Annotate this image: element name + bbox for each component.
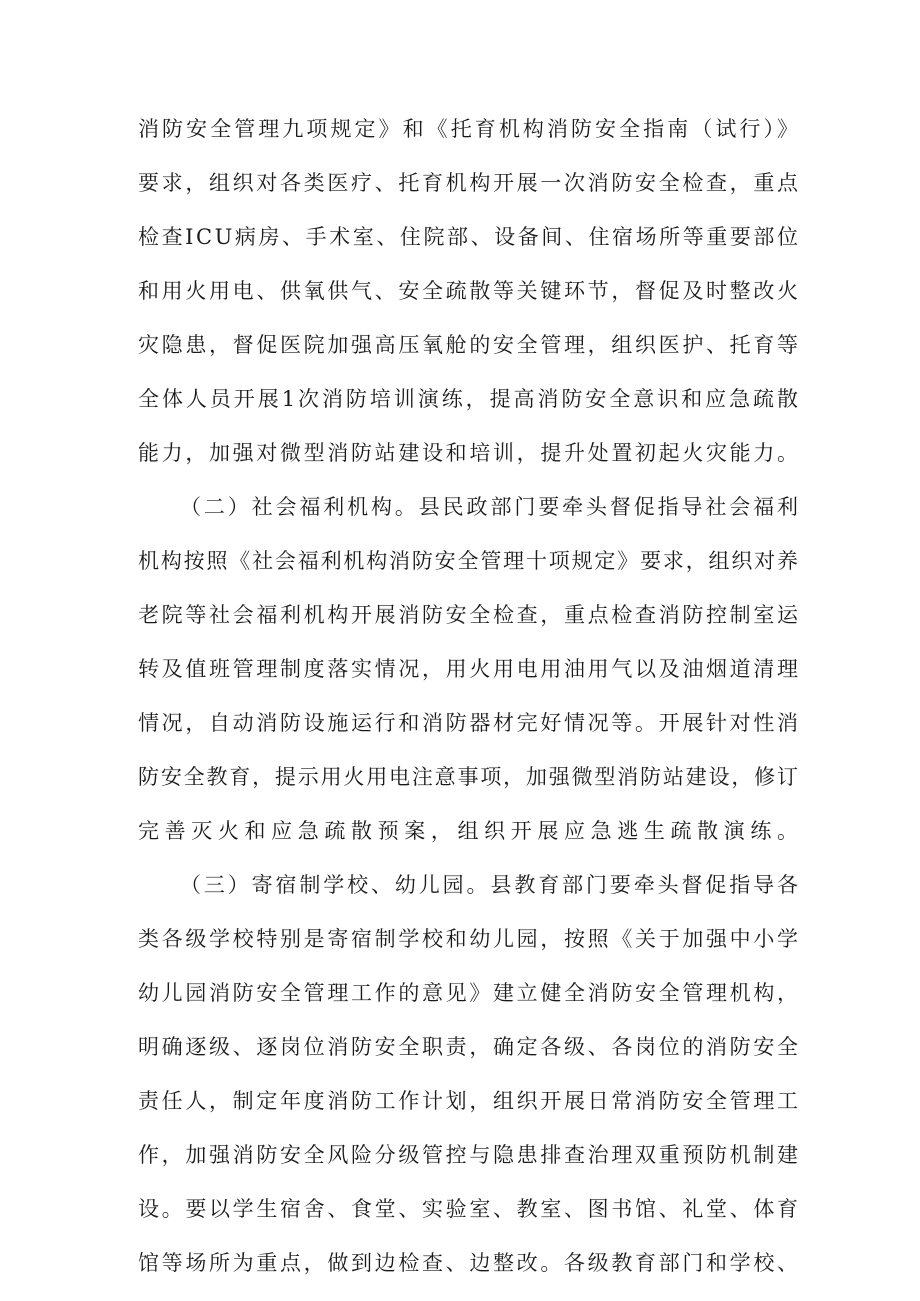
text-line: 转及值班管理制度落实情况，用火用电用油用气以及油烟道清理 bbox=[138, 657, 801, 681]
section-heading-line: （二）社会福利机构。县民政部门要牵头督促指导社会福利 bbox=[180, 495, 801, 519]
text-line: 幼儿园消防安全管理工作的意见》建立健全消防安全管理机构， bbox=[138, 981, 801, 1005]
text-line: 检查ICU病房、手术室、住院部、设备间、住宿场所等重要部位 bbox=[138, 225, 801, 249]
text-line: 作，加强消防安全风险分级管控与隐患排查治理双重预防机制建 bbox=[138, 1143, 801, 1167]
text-line: 和用火用电、供氧供气、安全疏散等关键环节，督促及时整改火 bbox=[138, 279, 801, 303]
section-heading-line: （三）寄宿制学校、幼儿园。县教育部门要牵头督促指导各 bbox=[180, 873, 801, 897]
text-line: 责任人，制定年度消防工作计划，组织开展日常消防安全管理工 bbox=[138, 1089, 801, 1113]
text-line: 明确逐级、逐岗位消防安全职责，确定各级、各岗位的消防安全 bbox=[138, 1035, 801, 1059]
text-line: 类各级学校特别是寄宿制学校和幼儿园，按照《关于加强中小学 bbox=[138, 927, 801, 951]
text-line: 老院等社会福利机构开展消防安全检查，重点检查消防控制室运 bbox=[138, 603, 801, 627]
text-line: 设。要以学生宿舍、食堂、实验室、教室、图书馆、礼堂、体育 bbox=[138, 1197, 801, 1221]
text-line: 完善灭火和应急疏散预案，组织开展应急逃生疏散演练。 bbox=[138, 819, 804, 843]
text-line: 全体人员开展1次消防培训演练，提高消防安全意识和应急疏散 bbox=[138, 387, 801, 411]
text-line: 灾隐患，督促医院加强高压氧舱的安全管理，组织医护、托育等 bbox=[138, 333, 801, 357]
text-line: 机构按照《社会福利机构消防安全管理十项规定》要求，组织对养 bbox=[138, 549, 800, 573]
text-line: 能力，加强对微型消防站建设和培训，提升处置初起火灾能力。 bbox=[138, 441, 801, 465]
text-line: 消防安全管理九项规定》和《托育机构消防安全指南（试行）》 bbox=[138, 117, 802, 141]
text-line: 馆等场所为重点，做到边检查、边整改。各级教育部门和学校、 bbox=[138, 1251, 801, 1275]
text-line: 情况，自动消防设施运行和消防器材完好情况等。开展针对性消 bbox=[138, 711, 801, 735]
text-line: 要求，组织对各类医疗、托育机构开展一次消防安全检查，重点 bbox=[138, 171, 801, 195]
text-line: 防安全教育，提示用火用电注意事项，加强微型消防站建设，修订 bbox=[138, 765, 800, 789]
